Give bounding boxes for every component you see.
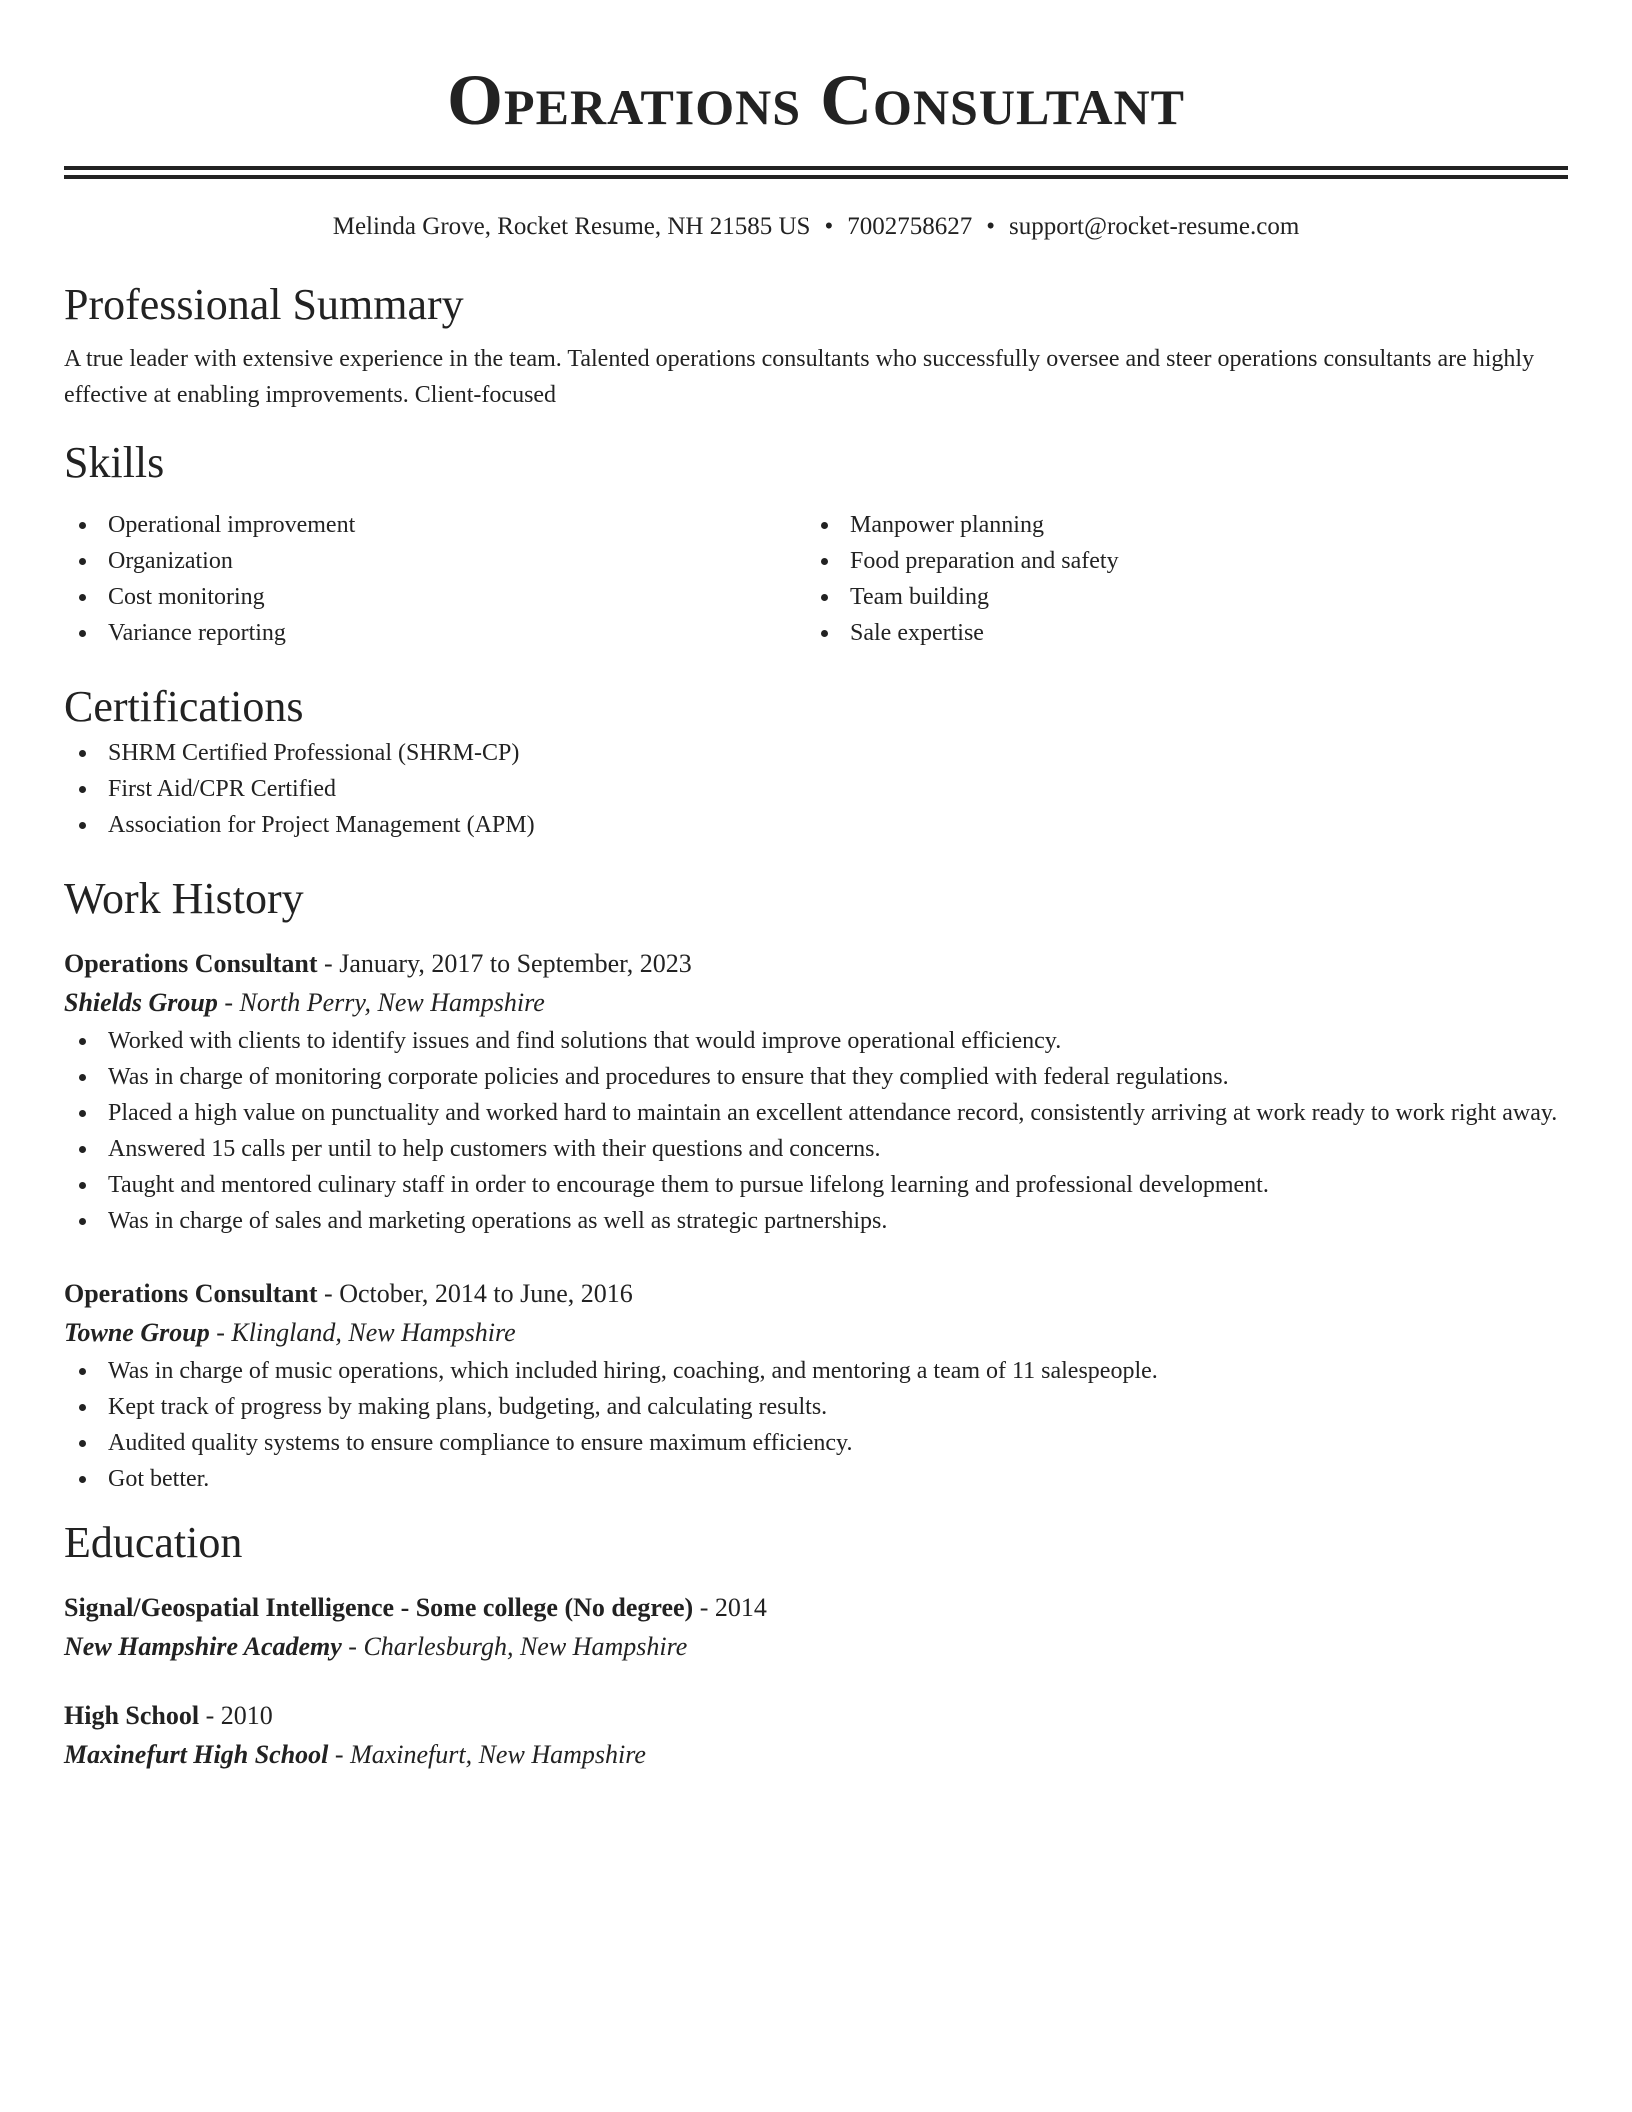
job-entry [64, 1275, 1568, 1497]
job-bullets [64, 1023, 1568, 1239]
bullet-icon [79, 1074, 86, 1081]
bullet-icon [79, 822, 86, 829]
job-bullet: Audited quality systems to ensure compliance to ensure maximum efficiency. [64, 1425, 1568, 1461]
bullet-icon [79, 1146, 86, 1153]
job-bullets [64, 1353, 1568, 1497]
bullet-icon [821, 594, 828, 601]
title-divider-bottom [64, 175, 1568, 179]
skills-grid [64, 507, 1568, 651]
skill-item: Food preparation and safety [806, 543, 1548, 579]
job-location: - North Perry, New Hampshire [217, 988, 545, 1017]
education-header [64, 1589, 1568, 1627]
job-entry [64, 945, 1568, 1239]
certifications-section [64, 679, 1568, 843]
certifications-list [64, 735, 1568, 843]
skill-item: Sale expertise [806, 615, 1548, 651]
job-dates: - October, 2014 to June, 2016 [317, 1279, 633, 1308]
skill-item: Organization [64, 543, 806, 579]
bullet-icon [79, 750, 86, 757]
skill-item: Variance reporting [64, 615, 806, 651]
job-location: - Klingland, New Hampshire [209, 1318, 516, 1347]
summary-section [64, 277, 1568, 413]
contact-separator: • [986, 213, 995, 240]
bullet-icon [79, 786, 86, 793]
work-history-heading: Work History [64, 874, 304, 923]
education-degree: Signal/Geospatial Intelligence - Some college (No degree) [64, 1593, 694, 1622]
education-entry [64, 1697, 1568, 1775]
bullet-icon [821, 630, 828, 637]
bullet-icon [79, 1182, 86, 1189]
bullet-icon [79, 1038, 86, 1045]
bullet-icon [79, 1218, 86, 1225]
bullet-icon [79, 558, 86, 565]
education-entry [64, 1589, 1568, 1667]
job-dates: - January, 2017 to September, 2023 [317, 949, 692, 978]
job-bullet: Was in charge of sales and marketing operations as well as strategic partnerships. [64, 1203, 1568, 1239]
education-section [64, 1515, 1568, 1775]
education-degree: High School [64, 1701, 200, 1730]
resume-page [64, 0, 1568, 1775]
skills-heading: Skills [64, 438, 165, 487]
contact-phone: 7002758627 [847, 213, 973, 240]
job-bullet: Got better. [64, 1461, 1568, 1497]
resume-title: Operations Consultant [447, 60, 1185, 140]
bullet-icon [821, 522, 828, 529]
bullet-icon [79, 1476, 86, 1483]
job-company: Shields Group [64, 988, 218, 1017]
skills-column-left [64, 507, 806, 651]
work-history-section [64, 871, 1568, 1497]
contact-line [64, 209, 1568, 245]
job-bullet: Was in charge of music operations, which included hiring, coaching, and mentoring a team of 11 salespeople. [64, 1353, 1568, 1389]
education-header [64, 1697, 1568, 1735]
bullet-icon [79, 1404, 86, 1411]
education-school-line [64, 1735, 1568, 1775]
skill-item: Operational improvement [64, 507, 806, 543]
certifications-heading: Certifications [64, 682, 304, 731]
education-school: Maxinefurt High School [64, 1740, 329, 1769]
summary-heading: Professional Summary [64, 280, 464, 329]
job-bullet: Answered 15 calls per until to help customers with their questions and concerns. [64, 1131, 1568, 1167]
skill-item: Team building [806, 579, 1548, 615]
job-header [64, 945, 1568, 983]
bullet-icon [79, 630, 86, 637]
job-bullet: Taught and mentored culinary staff in order to encourage them to pursue lifelong learning and professional development. [64, 1167, 1568, 1203]
bullet-icon [821, 558, 828, 565]
education-heading: Education [64, 1518, 243, 1567]
skill-item: Manpower planning [806, 507, 1548, 543]
job-company: Towne Group [64, 1318, 210, 1347]
education-year: - 2014 [693, 1593, 767, 1622]
certification-item: Association for Project Management (APM) [64, 807, 1568, 843]
contact-separator: • [824, 213, 834, 240]
skills-section [64, 435, 1568, 651]
job-title: Operations Consultant [64, 949, 318, 978]
education-year: - 2010 [199, 1701, 273, 1730]
bullet-icon [79, 522, 86, 529]
skills-column-right [806, 507, 1548, 651]
title-divider-top [64, 166, 1568, 170]
bullet-icon [79, 594, 86, 601]
education-school-line [64, 1627, 1568, 1667]
job-title: Operations Consultant [64, 1279, 318, 1308]
contact-email[interactable]: support@rocket-resume.com [1008, 213, 1300, 240]
job-bullet: Worked with clients to identify issues and find solutions that would improve operational efficiency. [64, 1023, 1568, 1059]
certification-item: SHRM Certified Professional (SHRM-CP) [64, 735, 1568, 771]
certification-item: First Aid/CPR Certified [64, 771, 1568, 807]
education-location: - Charlesburgh, New Hampshire [341, 1632, 688, 1661]
bullet-icon [79, 1368, 86, 1375]
job-bullet: Kept track of progress by making plans, budgeting, and calculating results. [64, 1389, 1568, 1425]
education-school: New Hampshire Academy [64, 1632, 342, 1661]
job-bullet: Was in charge of monitoring corporate policies and procedures to ensure that they complied with federal regulations. [64, 1059, 1568, 1095]
summary-text: A true leader with extensive experience in the team. Talented operations consultants who successfully oversee and steer operations consultants are highly effective at enabling improvements. Client-focused [64, 346, 1535, 408]
job-bullet: Placed a high value on punctuality and worked hard to maintain an excellent attendance record, consistently arriving at work ready to work right away. [64, 1095, 1568, 1131]
job-company-line [64, 1313, 1568, 1353]
education-location: - Maxinefurt, New Hampshire [328, 1740, 646, 1769]
job-header [64, 1275, 1568, 1313]
contact-address: Melinda Grove, Rocket Resume, NH 21585 US [332, 213, 811, 240]
skill-item: Cost monitoring [64, 579, 806, 615]
bullet-icon [79, 1110, 86, 1117]
bullet-icon [79, 1440, 86, 1447]
job-company-line [64, 983, 1568, 1023]
